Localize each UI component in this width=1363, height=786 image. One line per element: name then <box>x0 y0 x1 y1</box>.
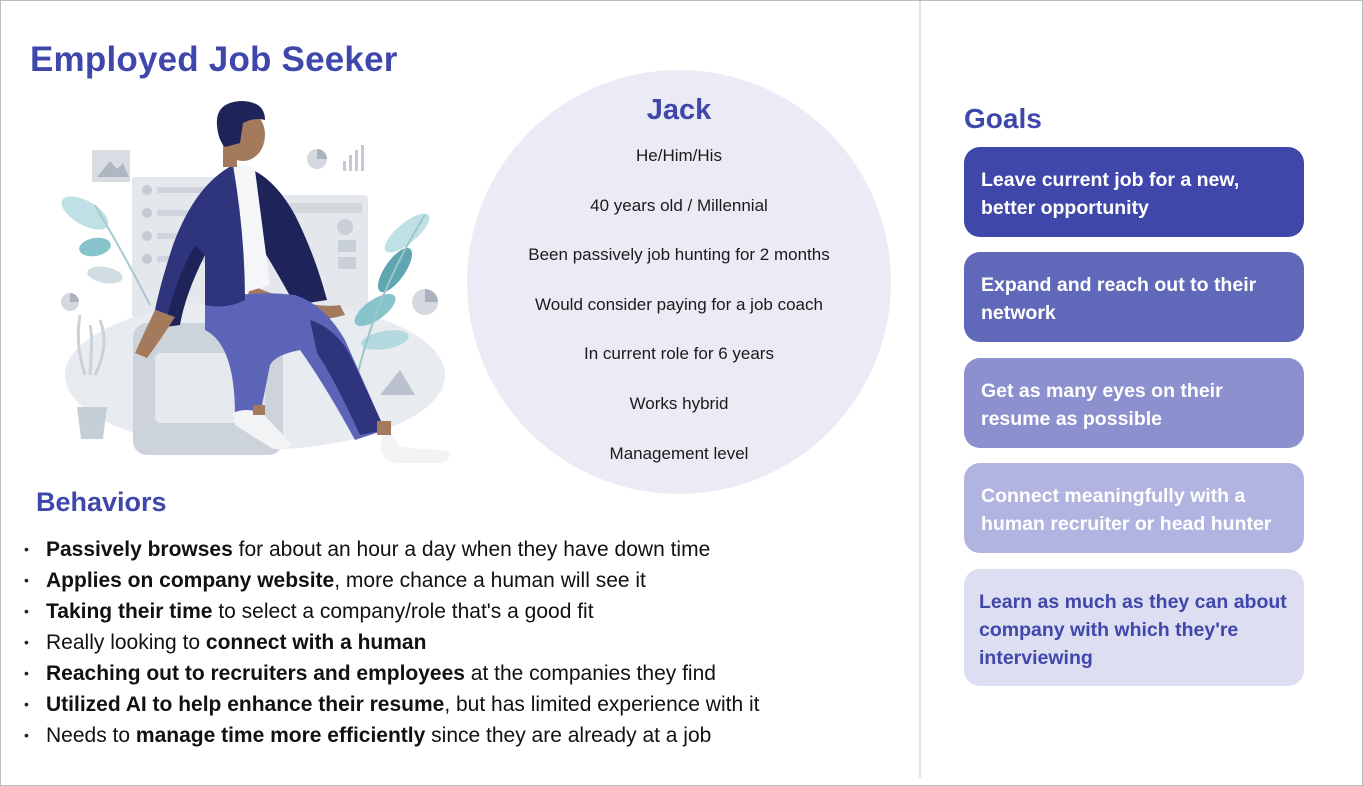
behavior-item <box>22 596 759 627</box>
goals-title: Goals <box>964 103 1042 134</box>
persona-fact: 40 years old / Millennial <box>590 195 768 215</box>
persona-name: Jack <box>646 94 712 126</box>
behavior-item <box>22 658 759 689</box>
bullet-dot-icon: • <box>24 572 29 588</box>
behaviors-title: Behaviors <box>36 487 167 517</box>
behavior-post: , more chance a human will see it <box>334 569 646 592</box>
goal-card <box>964 252 1304 342</box>
page-title: Employed Job Seeker <box>30 40 398 79</box>
behavior-item <box>22 720 759 751</box>
behavior-bold: connect with a human <box>205 631 427 654</box>
persona-fact: He/Him/His <box>636 146 722 165</box>
bullet-dot-icon: • <box>24 634 29 650</box>
behavior-item <box>22 689 759 720</box>
behavior-pre: Needs to <box>46 724 136 747</box>
bullet-dot-icon: • <box>24 665 29 681</box>
behavior-item <box>22 627 759 658</box>
goal-text: Learn as much as they can about company with which they're interviewing <box>979 591 1287 669</box>
bullet-dot-icon: • <box>24 603 29 619</box>
bullet-dot-icon: • <box>24 727 29 743</box>
column-divider <box>919 1 921 778</box>
bullet-dot-icon: • <box>24 541 29 557</box>
behavior-post: at the companies they find <box>464 662 716 685</box>
behavior-bold: Applies on company website <box>46 569 335 592</box>
persona-facts <box>467 146 891 493</box>
behaviors-list <box>22 534 759 751</box>
person-illustration <box>55 95 455 475</box>
persona-fact: Works hybrid <box>629 393 729 413</box>
behavior-bold: Reaching out to recruiters and employees <box>46 662 465 685</box>
behavior-post: for about an hour a day when they have down time <box>232 538 711 561</box>
persona-fact: In current role for 6 years <box>584 344 774 364</box>
goal-text: Connect meaningfully with a human recruiter or head hunter <box>981 485 1272 535</box>
goal-card <box>964 569 1304 686</box>
behavior-bold: Passively browses <box>46 538 233 561</box>
goal-card <box>964 358 1304 448</box>
goal-card <box>964 147 1304 237</box>
goal-text: Expand and reach out to their network <box>981 274 1257 324</box>
behavior-item <box>22 534 759 565</box>
behavior-post: to select a company/role that's a good fit <box>212 600 594 623</box>
persona-fact: Would consider paying for a job coach <box>535 294 823 314</box>
persona-fact: Been passively job hunting for 2 months <box>528 245 830 265</box>
goal-text: Get as many eyes on their resume as possible <box>981 380 1223 430</box>
behavior-post: , but has limited experience with it <box>444 693 760 716</box>
behavior-item <box>22 565 759 596</box>
goal-card <box>964 463 1304 553</box>
behavior-bold: manage time more efficiently <box>135 724 426 747</box>
behavior-pre: Really looking to <box>46 631 206 654</box>
behavior-post: since they are already at a job <box>425 724 712 747</box>
behavior-bold: Utilized AI to help enhance their resume <box>46 693 445 716</box>
bullet-dot-icon: • <box>24 696 29 712</box>
behavior-bold: Taking their time <box>46 600 213 623</box>
goal-text: Leave current job for a new, better opportunity <box>981 169 1240 219</box>
persona-fact: Management level <box>609 443 749 463</box>
persona-card <box>467 70 891 494</box>
